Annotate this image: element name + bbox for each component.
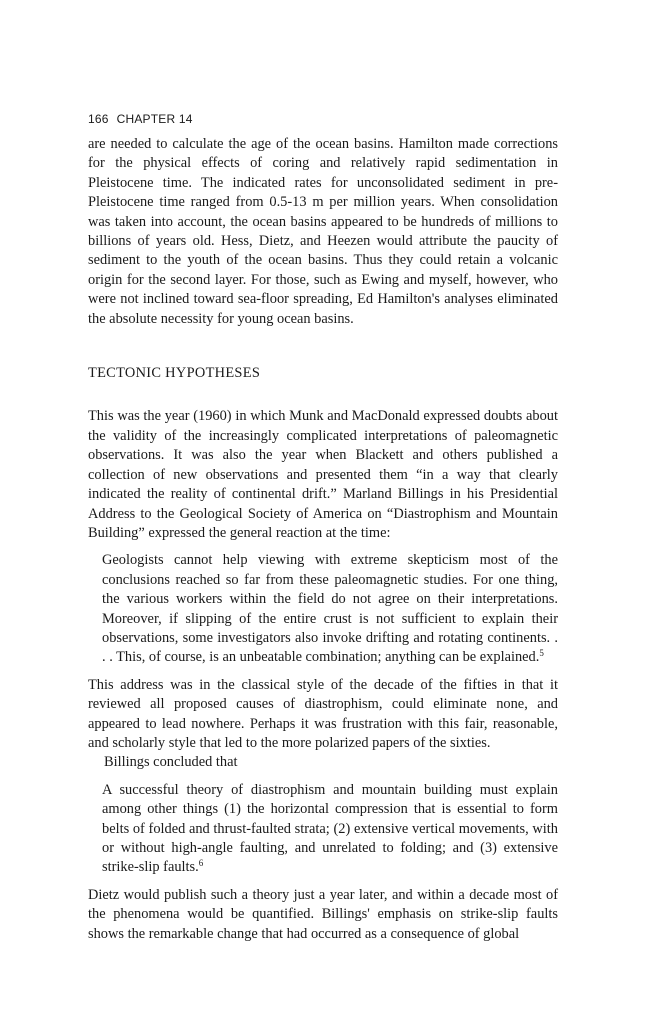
page-number: 166 (88, 112, 109, 126)
running-head (88, 112, 558, 126)
block-quote-2-text: A successful theory of diastrophism and mountain building must explain among other things (1) the horizontal compression that is essential to form belts of folded and thrust-faulted strata; (2) extensive vertical movements, with or without high-angle faulting, and unrelated to folding; and (3) extensive strike-slip faults. (102, 781, 558, 876)
block-quote-2 (102, 781, 558, 878)
body-paragraph-4: Billings concluded that (104, 754, 238, 771)
section-heading: TECTONIC HYPOTHESES (88, 365, 261, 382)
footnote-marker-5: 5 (539, 648, 544, 659)
footnote-marker-6: 6 (198, 858, 204, 869)
book-page (88, 112, 558, 944)
block-quote-1 (102, 551, 558, 667)
body-paragraph-2: This was the year (1960) in which Munk and MacDonald expressed doubts about the validity of the increasingly complicated interpretations of paleomagnetic observations. It was also the year when Blackett and others published a collection of new observations and presented them “in a way that clearly indicated the reality of continental drift.” Marland Billings in his Presidential Address to the Geological Society of America on “Diastrophism and Mountain Building” expressed the general reaction at the time: (88, 408, 558, 541)
block-quote-1-text: Geologists cannot help viewing with extreme skepticism most of the conclusions reached so far from these paleomagnetic studies. For one thing, the various workers within the field do not agree on their interpretations. Moreover, if slipping of the entire crust is not sufficient to explain their observations, some investigators also invoke drifting and rotating continents. . . . This, of course, is an unbeatable combination; anything can be explained. (102, 552, 558, 666)
body-paragraph-1: are needed to calculate the age of the ocean basins. Hamilton made corrections for the physical effects of coring and relatively rapid sedimentation in Pleistocene time. The indicated rates for unconsolidated sediment in pre-Pleistocene time ranged from 0.5-13 m per million years. When consolidation was taken into account, the ocean basins appeared to be hundreds of millions to billions of years old. Hess, Dietz, and Heezen would attribute the paucity of sediment to the youth of the ocean basins. Thus they could retain a volcanic origin for the second layer. For those, such as Ewing and myself, however, who were not inclined toward sea-floor spreading, Ed Hamilton's analyses eliminated the absolute necessity for young ocean basins. (88, 136, 558, 327)
body-paragraph-3: This address was in the classical style of the decade of the fifties in that it reviewed all proposed causes of diastrophism, could eliminate none, and appeared to lead nowhere. Perhaps it was frustration with this fair, reasonable, and scholarly style that led to the more polarized papers of the sixties. (88, 676, 558, 751)
body-paragraph-5: Dietz would publish such a theory just a year later, and within a decade most of the phenomena would be quantified. Billings' emphasis on strike-slip faults shows the remarkable change that had occurred as a consequence of global (88, 886, 558, 942)
chapter-label: CHAPTER 14 (116, 112, 193, 126)
